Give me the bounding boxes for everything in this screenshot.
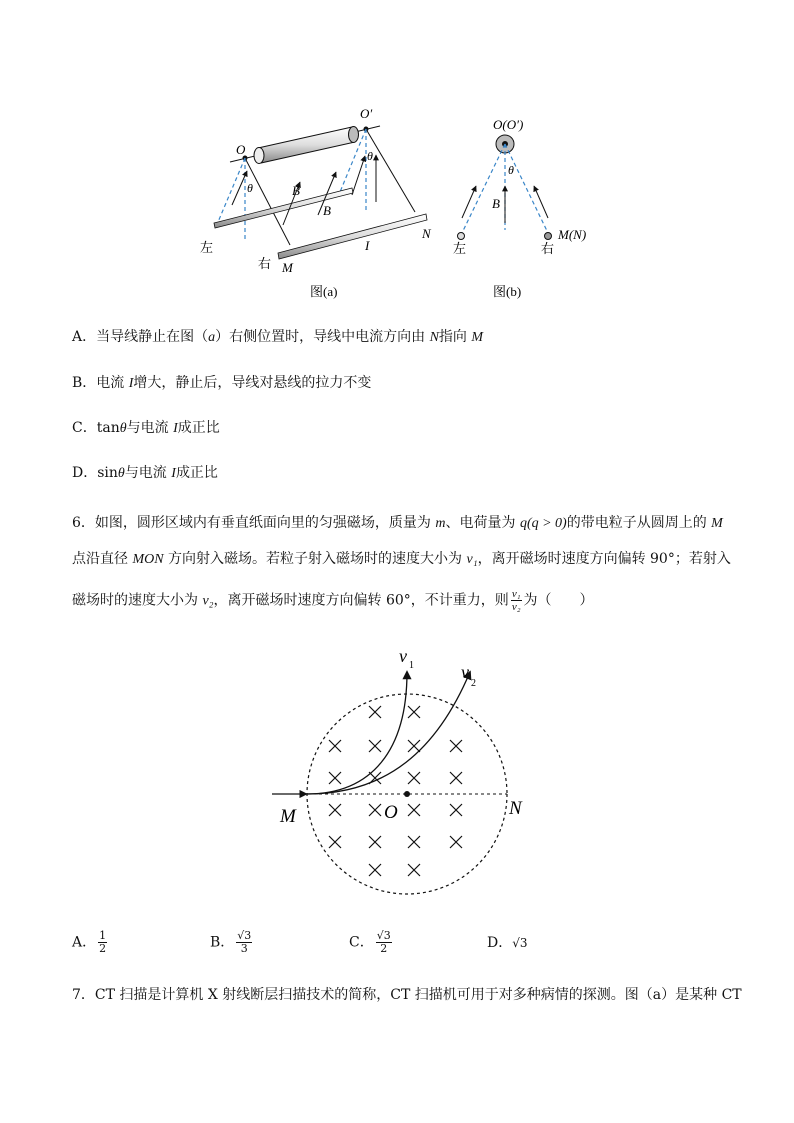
figure-a-b bbox=[190, 100, 620, 305]
label-theta-1: θ bbox=[247, 181, 253, 195]
field-crosses bbox=[329, 706, 462, 876]
label-theta-2: θ bbox=[367, 149, 373, 163]
trajectory-v2 bbox=[307, 672, 470, 794]
label-v2: v bbox=[461, 662, 469, 682]
q6-fraction: $\frac{\text{v₁}}{\text{v₂}}$ bbox=[511, 588, 521, 613]
q6-option-C: C． $\frac{√3}{2}$ bbox=[349, 929, 391, 955]
figure-magnetic-field bbox=[262, 640, 542, 900]
label-M-mid: M bbox=[280, 806, 296, 827]
label-B-1: B bbox=[292, 183, 300, 198]
label-left: 左 bbox=[200, 240, 214, 255]
label-I: I bbox=[365, 238, 370, 253]
q7-line-1: 7．CT 扫描是计算机 X 射线断层扫描技术的简称，CT 扫描机可用于对多种病情的探测。图（a）是某种 CT bbox=[72, 987, 742, 1003]
q6-line-3: 磁场时的速度大小为 v₂，离开磁场时速度方向偏转 60°，不计重力，则 $\frac{\text{v₁}}{\text{v₂}}$ 为（ ） bbox=[72, 588, 594, 613]
q6-option-A: A． $\frac{1}{2}$ bbox=[72, 929, 107, 955]
q6-line-1: 6．如图，圆形区域内有垂直纸面向里的匀强磁场，质量为 m、电荷量为 q(q > 0)的带电粒子从圆周上的 M bbox=[72, 515, 723, 531]
q5-option-C: C．tanθ与电流 I成正比 bbox=[72, 420, 220, 436]
label-N-mid: N bbox=[509, 798, 522, 819]
label-left-b: 左 bbox=[453, 241, 467, 256]
label-O-prime: O′ bbox=[360, 106, 373, 121]
figure-a bbox=[200, 106, 432, 299]
caption-b: 图(b) bbox=[493, 284, 522, 299]
label-B-b: B bbox=[492, 196, 500, 211]
q5-option-D: D．sinθ与电流 I成正比 bbox=[72, 465, 218, 481]
label-M: M bbox=[282, 260, 293, 275]
label-O: O bbox=[236, 142, 246, 157]
label-O-Oprime: O(O′) bbox=[493, 117, 524, 132]
q6-option-B: B． $\frac{√3}{3}$ bbox=[210, 929, 252, 955]
label-right-b: 右 bbox=[541, 241, 555, 256]
label-v1-sub: 1 bbox=[409, 660, 414, 671]
label-v2-sub: 2 bbox=[471, 678, 476, 689]
label-theta-b: θ bbox=[508, 163, 514, 177]
q5-option-B: B．电流 I增大，静止后，导线对悬线的拉力不变 bbox=[72, 375, 372, 391]
label-v1: v bbox=[399, 646, 407, 666]
caption-a: 图(a) bbox=[310, 284, 338, 299]
label-O-mid: O bbox=[384, 802, 398, 823]
figure-b bbox=[453, 117, 586, 299]
trajectory-v1 bbox=[307, 672, 407, 794]
q6-line-2: 点沿直径 MON 方向射入磁场。若粒子射入磁场时的速度大小为 v₁，离开磁场时速度方向偏转 90°；若射入 bbox=[72, 551, 731, 567]
q5-option-A: A．当导线静止在图（a）右侧位置时，导线中电流方向由 N指向 M bbox=[72, 329, 484, 345]
center-point bbox=[404, 791, 410, 797]
label-MN: M(N) bbox=[558, 227, 587, 242]
label-right: 右 bbox=[258, 256, 272, 271]
label-N: N bbox=[422, 226, 431, 241]
q6-option-D: D．√3 bbox=[487, 935, 528, 951]
label-B-2: B bbox=[323, 203, 331, 218]
